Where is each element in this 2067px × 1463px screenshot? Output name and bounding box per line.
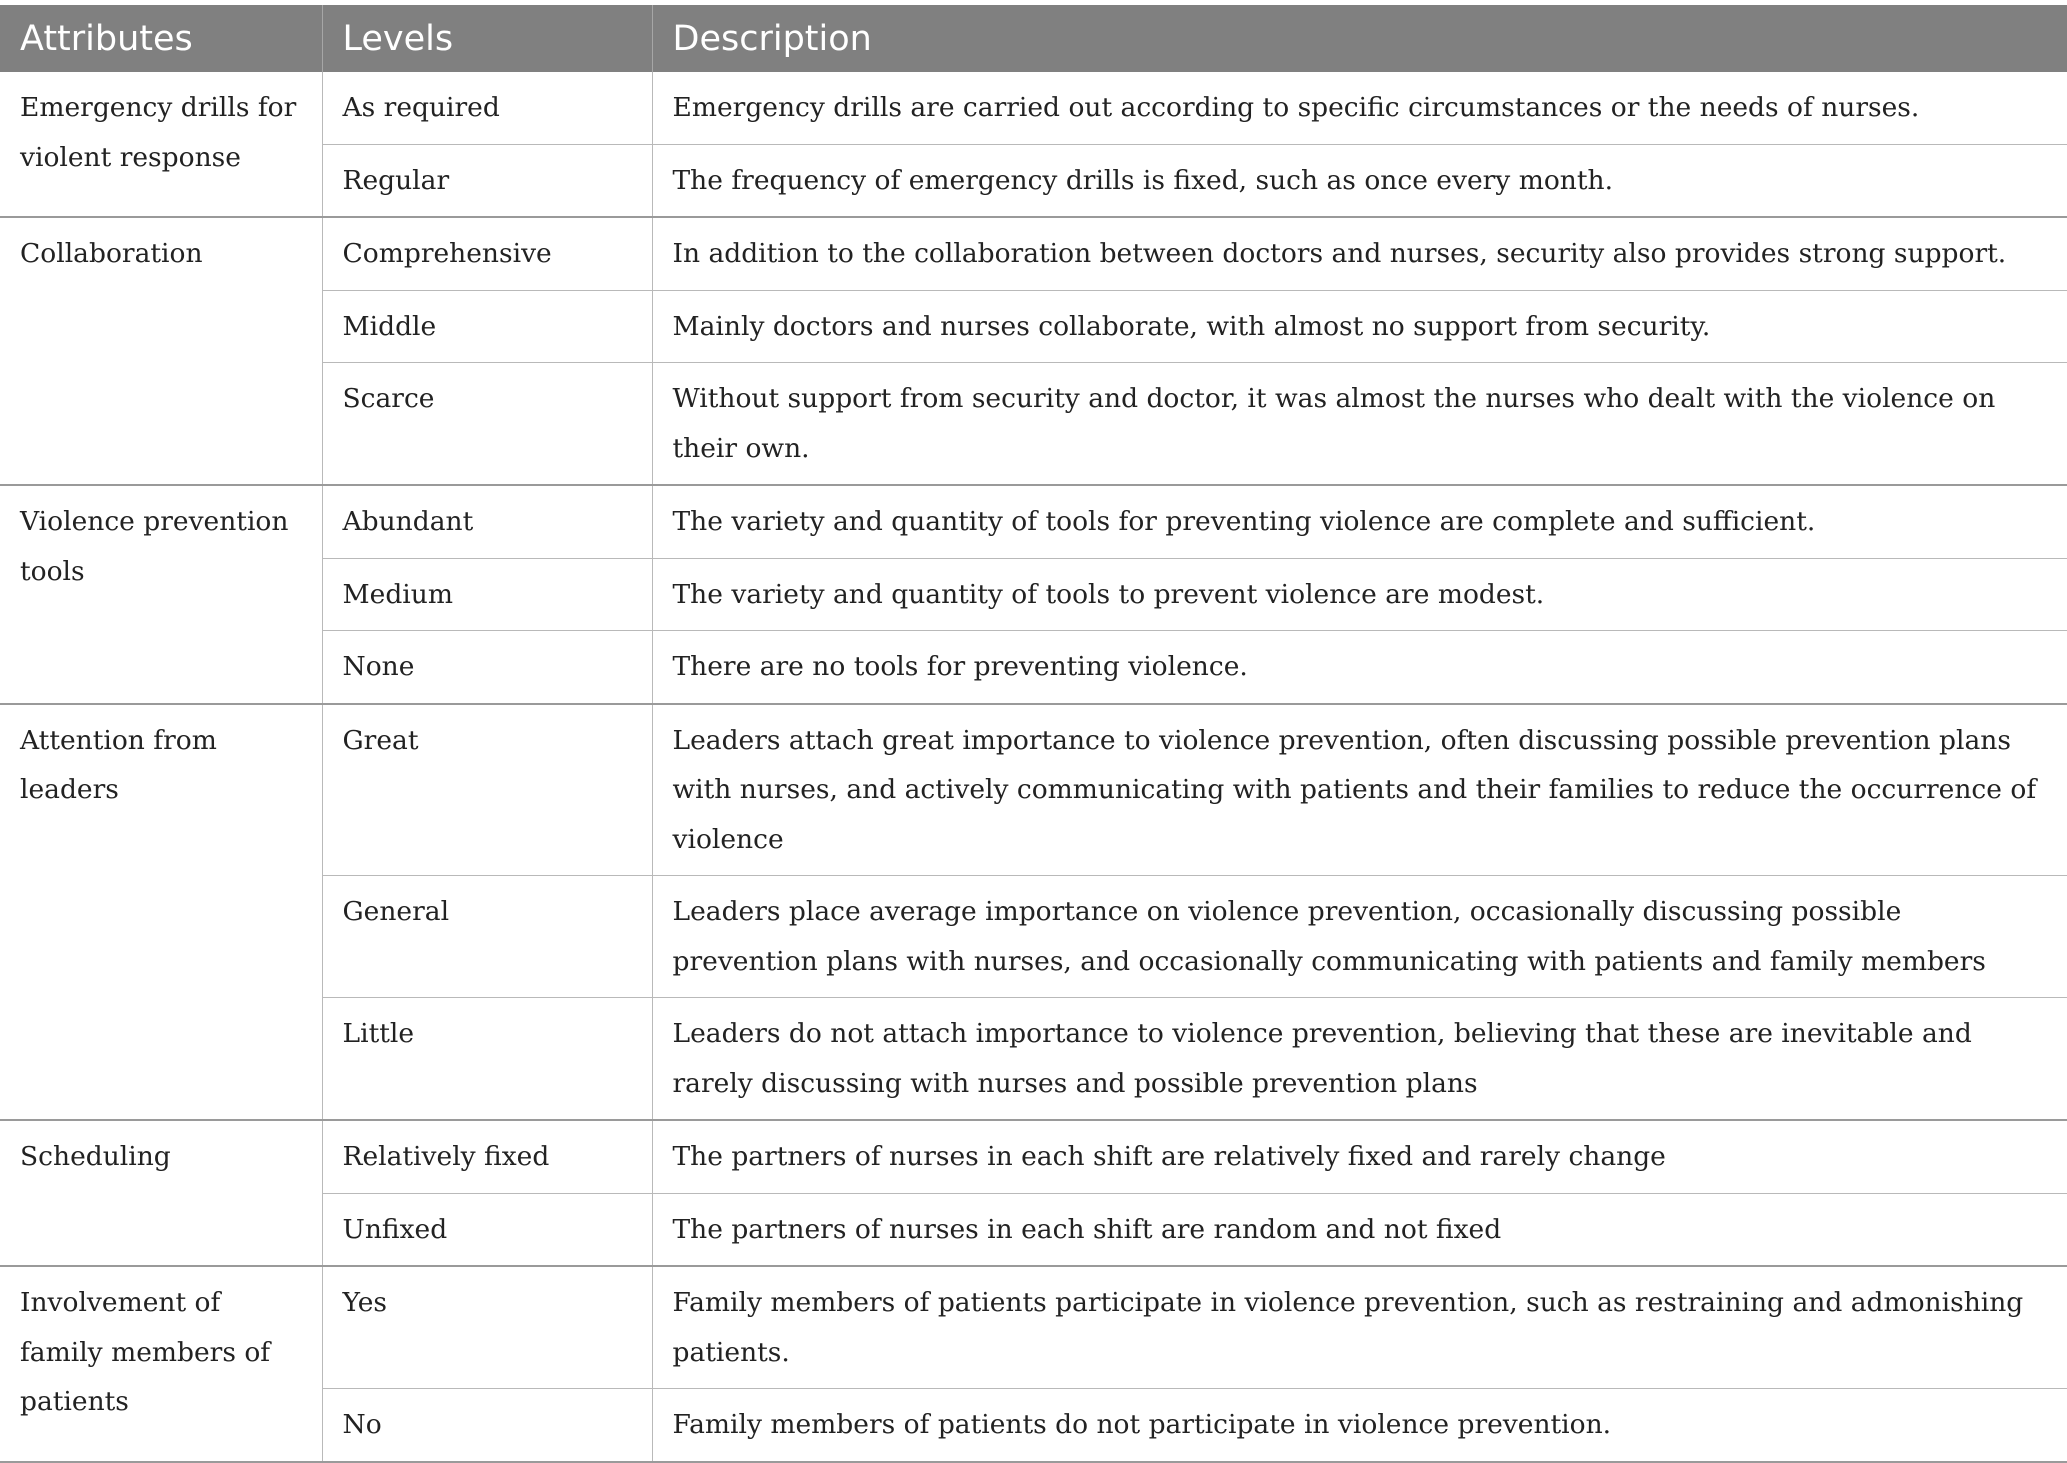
attribute-cell: Scheduling (0, 1120, 322, 1266)
level-cell: Middle (322, 290, 652, 363)
description-cell: Leaders do not attach importance to violence prevention, believing that these are inevitable and rarely discussing with nurses and possible prevention plans (652, 998, 2067, 1121)
level-cell: No (322, 1389, 652, 1462)
description-cell: Family members of patients participate in violence prevention, such as restraining and admonishing patients. (652, 1266, 2067, 1389)
level-cell: Comprehensive (322, 217, 652, 290)
description-cell: Emergency drills are carried out according to specific circumstances or the needs of nurses. (652, 72, 2067, 144)
table-row (0, 485, 2067, 558)
level-cell: None (322, 631, 652, 704)
level-cell: Unfixed (322, 1193, 652, 1266)
attribute-cell: Attention from leaders (0, 704, 322, 1121)
description-cell: The variety and quantity of tools for preventing violence are complete and sufficient. (652, 485, 2067, 558)
attribute-cell: Violence prevention tools (0, 485, 322, 704)
table-header (0, 5, 2067, 72)
table-row (0, 72, 2067, 144)
level-cell: General (322, 876, 652, 998)
description-cell: The partners of nurses in each shift are random and not fixed (652, 1193, 2067, 1266)
description-cell: Without support from security and doctor, it was almost the nurses who dealt with the violence on their own. (652, 363, 2067, 486)
description-cell: Leaders place average importance on violence prevention, occasionally discussing possible prevention plans with nurses, and occasionally communicating with patients and family members (652, 876, 2067, 998)
description-cell: In addition to the collaboration between doctors and nurses, security also provides strong support. (652, 217, 2067, 290)
table-row (0, 1120, 2067, 1193)
table-row (0, 217, 2067, 290)
attribute-cell: Emergency drills for violent response (20, 92, 297, 173)
table-row (0, 704, 2067, 876)
description-cell: Leaders attach great importance to violence prevention, often discussing possible prevention plans with nurses, and actively communicating with patients and their families to reduce the occurrence of violence (652, 704, 2067, 876)
level-cell: Great (322, 704, 652, 876)
table-row (0, 1266, 2067, 1389)
level-cell: Abundant (322, 485, 652, 558)
attributes-levels-table (0, 5, 2067, 1463)
level-cell: Regular (322, 144, 652, 217)
level-cell: Medium (322, 558, 652, 631)
description-cell: Mainly doctors and nurses collaborate, with almost no support from security. (652, 290, 2067, 363)
description-cell: The partners of nurses in each shift are relatively fixed and rarely change (652, 1120, 2067, 1193)
description-cell: The frequency of emergency drills is fixed, such as once every month. (652, 144, 2067, 217)
description-cell: Family members of patients do not participate in violence prevention. (652, 1389, 2067, 1462)
attributes-table-container (0, 5, 2067, 1463)
level-cell: Little (322, 998, 652, 1121)
header-levels: Levels (322, 5, 652, 72)
table-body (0, 72, 2067, 1462)
attribute-cell: Involvement of family members of patients (0, 1266, 322, 1462)
level-cell: Yes (322, 1266, 652, 1389)
description-cell: The variety and quantity of tools to prevent violence are modest. (652, 558, 2067, 631)
header-description: Description (652, 5, 2067, 72)
level-cell: Relatively fixed (322, 1120, 652, 1193)
header-attributes: Attributes (0, 5, 322, 72)
attribute-cell: Collaboration (0, 217, 322, 485)
level-cell: As required (322, 72, 652, 144)
level-cell: Scarce (322, 363, 652, 486)
description-cell: There are no tools for preventing violence. (652, 631, 2067, 704)
header-row (0, 5, 2067, 72)
